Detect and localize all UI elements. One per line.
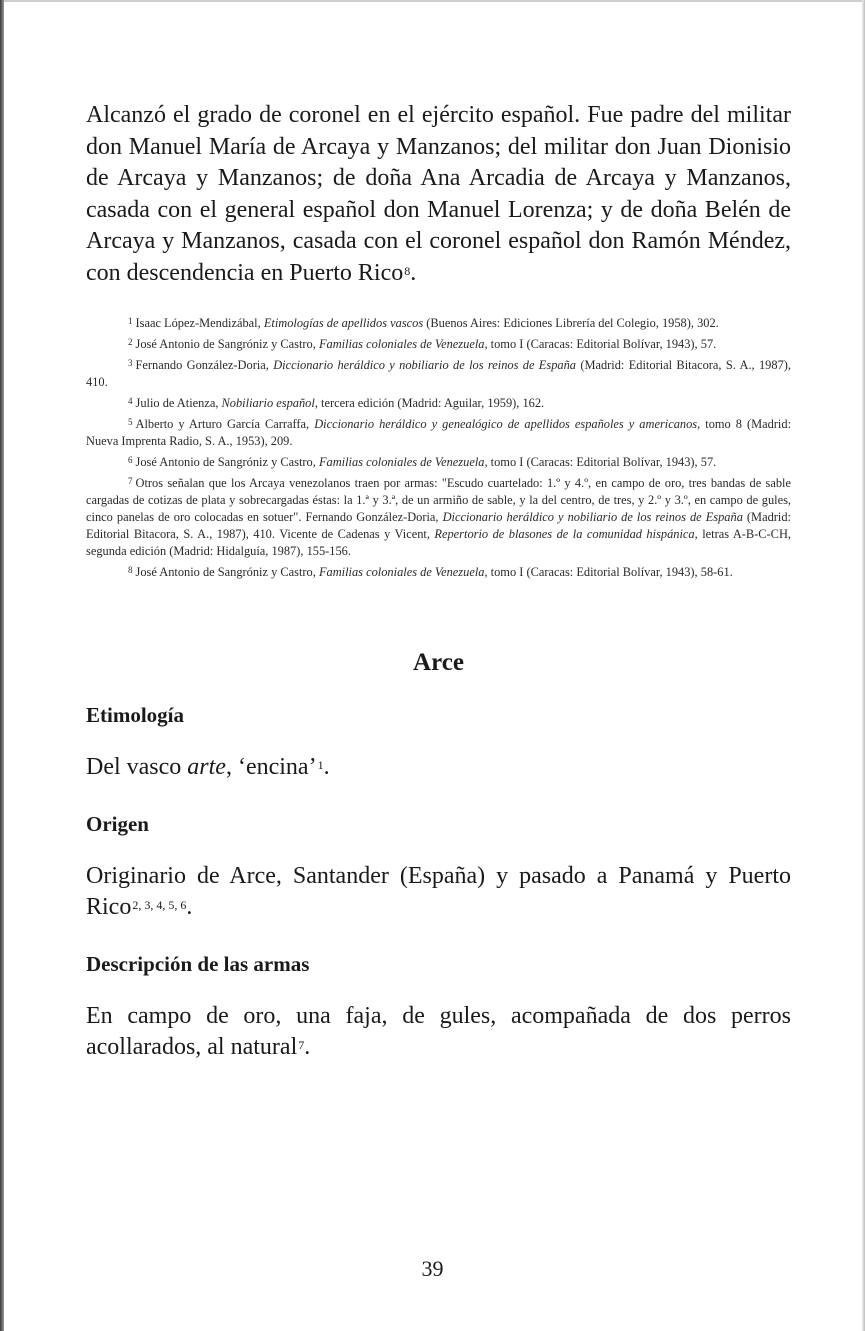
origen-end: .	[186, 894, 193, 920]
etimologia-end: .	[323, 754, 330, 780]
footnote-text: (Madrid: Editorial Bitacora, S. A., 1987), 410.	[86, 358, 791, 389]
intro-paragraph	[86, 100, 791, 289]
footnote-ref: 1	[317, 758, 324, 772]
footnote-number: 1	[128, 316, 133, 326]
section-title: Arce	[413, 649, 464, 676]
footnote-text: , tomo I (Caracas: Editorial Bolívar, 1943), 58-61.	[484, 565, 733, 579]
footnote-number: 4	[128, 396, 133, 406]
footnote-title: Familias coloniales de Venezuela	[318, 455, 485, 469]
footnote	[86, 475, 791, 560]
page-edge-top	[0, 0, 865, 2]
footnote	[86, 416, 791, 450]
footnote-text: Fernando González-Doria,	[135, 358, 274, 372]
footnote-number: 8	[128, 565, 133, 575]
footnote-text: , letras A-B-C-CH, segunda edición (Madrid: Hidalguía, 1987), 155-156.	[86, 527, 791, 558]
footnote-title: Diccionario heráldico y nobiliario de los reinos de España	[442, 510, 743, 524]
footnote-text: (Buenos Aires: Ediciones Librería del Colegio, 1958), 302.	[423, 316, 719, 330]
footnote	[86, 564, 791, 581]
footnote-ref: 7	[298, 1038, 305, 1052]
etimologia-word: arte	[187, 754, 226, 780]
footnote-number: 3	[128, 358, 133, 368]
origen-paragraph	[86, 861, 791, 924]
footnote-text: José Antonio de Sangróniz y Castro,	[135, 337, 319, 351]
footnotes	[86, 315, 791, 581]
footnote-number: 7	[128, 476, 133, 486]
footnote-title: Familias coloniales de Venezuela	[318, 565, 485, 579]
footnote-title: Familias coloniales de Venezuela	[318, 337, 485, 351]
armas-end: .	[304, 1034, 311, 1060]
heading-origen: Origen	[86, 811, 149, 836]
origen-text: Originario de Arce, Santander (España) y pasado a Panamá y Puerto Rico	[86, 862, 791, 920]
footnote-text: Alberto y Arturo García Carraffa,	[135, 417, 315, 431]
footnote-text: , tomo 8 (Madrid: Nueva Imprenta Radio, S. A., 1953), 209.	[86, 417, 792, 448]
footnote	[86, 454, 791, 471]
footnote-title: Diccionario heráldico y nobiliario de los reinos de España	[273, 358, 576, 372]
footnote-title: Etimologías de apellidos vascos	[263, 316, 424, 330]
page-number: 39	[421, 1256, 444, 1281]
footnote-title: Nobiliario español	[221, 396, 315, 410]
footnote-text: Otros señalan que los Arcaya venezolanos traen por armas: "Escudo cuartelado: 1.º y 4.º, en campo de oro, tres bandas de sable cargadas de cotizas de plata y sobrecargadas éstas: la 1.ª y 3.ª, de un armiño de sable, y la del centro, de tres, y 2.º y 3.º, en campo de gules, cinco panelas de oro colocadas en sotuer". Fernando González-Doria,	[86, 476, 791, 524]
armas-paragraph	[86, 1001, 791, 1064]
etimologia-text: Del vasco	[86, 754, 188, 780]
footnote-number: 2	[128, 337, 133, 347]
intro-paragraph-end: .	[410, 259, 417, 286]
footnote-text: Isaac López-Mendizábal,	[135, 316, 264, 330]
footnote-text: Julio de Atienza,	[135, 396, 222, 410]
footnote-text: , tomo I (Caracas: Editorial Bolívar, 1943), 57.	[484, 337, 717, 351]
page-content	[86, 100, 791, 1064]
footnote-text: , tomo I (Caracas: Editorial Bolívar, 1943), 57.	[484, 455, 717, 469]
heading-etimologia: Etimología	[86, 703, 184, 727]
footnote-number: 5	[128, 417, 133, 427]
footnote-title: Repertorio de blasones de la comunidad hispánica	[434, 527, 695, 541]
footnote	[86, 357, 791, 391]
page-edge-left	[0, 0, 4, 1331]
footnote-ref: 8	[404, 263, 411, 278]
etimologia-paragraph	[86, 752, 791, 784]
footnote-text: (Madrid: Editorial Bitacora, S. A., 1987), 410. Vicente de Cadenas y Vicent,	[86, 510, 791, 541]
footnote-text: José Antonio de Sangróniz y Castro,	[135, 455, 319, 469]
footnote-title: Diccionario heráldico y genealógico de apellidos españoles y americanos	[314, 417, 698, 431]
footnote-ref: 2, 3, 4, 5, 6	[132, 898, 187, 912]
footnote-number: 6	[128, 455, 133, 465]
footnote	[86, 395, 791, 412]
footnote-text: , tercera edición (Madrid: Aguilar, 1959), 162.	[314, 396, 545, 410]
footnote	[86, 336, 791, 353]
etimologia-text: , ‘encina’	[225, 754, 317, 780]
intro-paragraph-text: Alcanzó el grado de coronel en el ejército español. Fue padre del militar don Manuel María de Arcaya y Manzanos; del militar don Juan Dionisio de Arcaya y Manzanos; de doña Ana Arcadia de Arcaya y Manzanos, casada con el general español don Manuel Lorenza; y de doña Belén de Arcaya y Manzanos, casada con el coronel español don Ramón Méndez, con descendencia en Puerto Rico	[86, 102, 791, 286]
footnote	[86, 315, 791, 332]
heading-armas: Descripción de las armas	[86, 951, 310, 976]
footnote-text: José Antonio de Sangróniz y Castro,	[135, 565, 319, 579]
armas-text: En campo de oro, una faja, de gules, acompañada de dos perros acollarados, al natural	[86, 1002, 791, 1060]
